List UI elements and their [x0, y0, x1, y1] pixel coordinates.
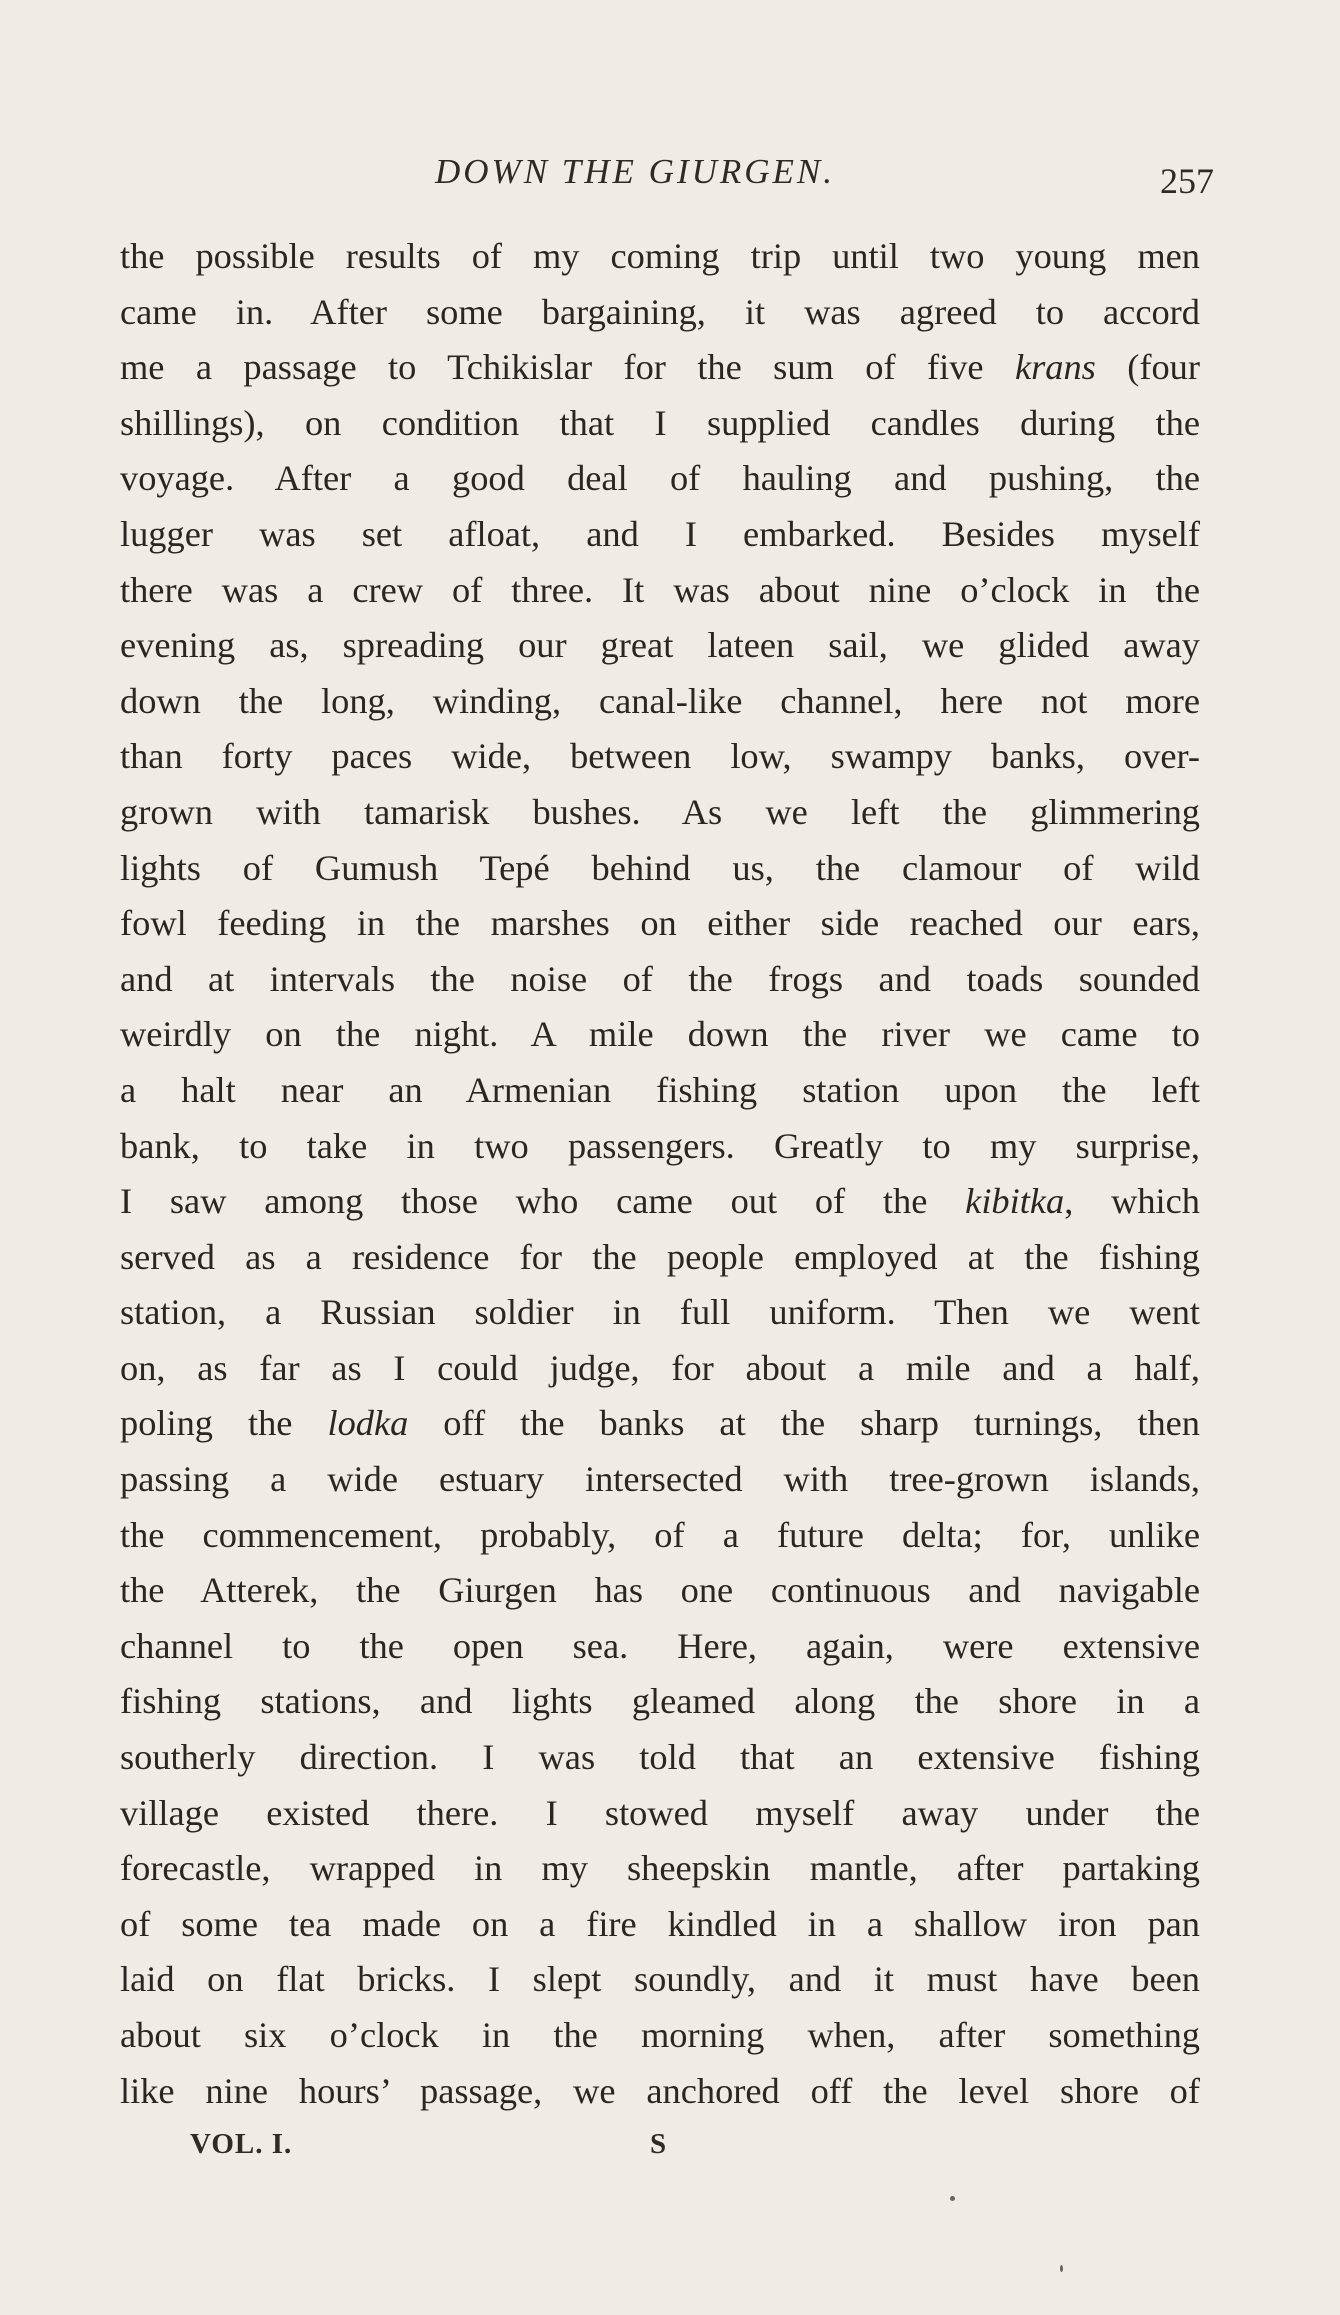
- text-line: [120, 229, 1200, 285]
- text-segment: the Atterek, the Giurgen has one continuous and navigable: [120, 1570, 1200, 1611]
- text-line: [120, 1285, 1200, 1341]
- running-head: [120, 152, 1220, 202]
- text-segment: off the banks at the sharp turnings, then: [408, 1403, 1200, 1444]
- text-segment: like nine hours’ passage, we anchored off the level shore of: [120, 2070, 1200, 2111]
- text-line: [120, 1841, 1200, 1897]
- text-line: [120, 1396, 1200, 1452]
- text-line: [120, 451, 1200, 507]
- text-line: [120, 340, 1200, 396]
- text-segment: lights of Gumush Tepé behind us, the clamour of wild: [120, 847, 1200, 888]
- text-segment: poling the: [120, 1403, 328, 1444]
- text-line: [120, 896, 1200, 952]
- text-line: [120, 1063, 1200, 1119]
- text-line: [120, 1897, 1200, 1953]
- italic-word: kibitka: [965, 1181, 1065, 1222]
- text-segment: me a passage to Tchikislar for the sum of five: [120, 347, 1015, 388]
- paper-speck: [1060, 2265, 1063, 2272]
- text-segment: (four: [1095, 347, 1200, 388]
- text-segment: the possible results of my coming trip until two young men: [120, 236, 1200, 276]
- page-number: 257: [1160, 161, 1214, 201]
- text-segment: voyage. After a good deal of hauling and pushing, the: [120, 458, 1200, 499]
- text-line: [120, 841, 1200, 897]
- italic-word: krans: [1014, 347, 1096, 388]
- text-segment: and at intervals the noise of the frogs and toads sounded: [120, 958, 1200, 999]
- text-segment: channel to the open sea. Here, again, were extensive: [120, 1625, 1200, 1666]
- text-line: [120, 729, 1200, 785]
- text-segment: , which: [1064, 1181, 1200, 1222]
- text-segment: fowl feeding in the marshes on either side reached our ears,: [120, 903, 1200, 944]
- text-line: [120, 1452, 1200, 1508]
- text-segment: southerly direction. I was told that an extensive fishing: [120, 1737, 1200, 1778]
- text-segment: shillings), on condition that I supplied candles during the: [120, 402, 1200, 443]
- text-line: [120, 1674, 1200, 1730]
- text-line: [120, 507, 1200, 563]
- signature-mark: S: [650, 2128, 668, 2160]
- text-line: [120, 1119, 1200, 1175]
- text-segment: on, as far as I could judge, for about a mile and a half,: [120, 1347, 1200, 1388]
- text-segment: lugger was set afloat, and I embarked. Besides myself: [120, 513, 1200, 554]
- text-line: [120, 674, 1200, 730]
- text-segment: evening as, spreading our great lateen sail, we glided away: [120, 625, 1200, 666]
- text-segment: weirdly on the night. A mile down the river we came to: [120, 1014, 1200, 1055]
- text-line: [120, 952, 1200, 1008]
- text-line: [120, 1230, 1200, 1286]
- text-line: [120, 1341, 1200, 1397]
- volume-label: VOL. I.: [190, 2128, 293, 2160]
- text-segment: laid on flat bricks. I slept soundly, and it must have been: [120, 1959, 1200, 2000]
- body-text: [120, 229, 1200, 2119]
- text-line: [120, 396, 1200, 452]
- text-line: [120, 1174, 1200, 1230]
- text-line: [120, 285, 1200, 341]
- text-line: [120, 1786, 1200, 1842]
- running-title: DOWN THE GIURGEN.: [435, 152, 836, 191]
- text-line: [120, 1730, 1200, 1786]
- text-segment: village existed there. I stowed myself away under the: [120, 1792, 1200, 1833]
- text-line: [120, 1952, 1200, 2008]
- paper-speck: [950, 2196, 955, 2201]
- text-segment: passing a wide estuary intersected with tree-grown islands,: [120, 1459, 1200, 1500]
- text-line: [120, 1563, 1200, 1619]
- text-line: [120, 1619, 1200, 1675]
- page-footer: [120, 2128, 1200, 2168]
- text-segment: grown with tamarisk bushes. As we left the glimmering: [120, 791, 1200, 832]
- text-segment: down the long, winding, canal-like channel, here not more: [120, 680, 1200, 721]
- text-line: [120, 1007, 1200, 1063]
- text-segment: station, a Russian soldier in full uniform. Then we went: [120, 1292, 1200, 1333]
- text-segment: forecastle, wrapped in my sheepskin mantle, after partaking: [120, 1848, 1200, 1889]
- text-line: [120, 785, 1200, 841]
- text-segment: I saw among those who came out of the: [120, 1181, 966, 1222]
- text-segment: than forty paces wide, between low, swampy banks, over-: [120, 736, 1200, 777]
- text-line: [120, 1508, 1200, 1564]
- text-segment: of some tea made on a fire kindled in a shallow iron pan: [120, 1903, 1200, 1944]
- italic-word: lodka: [327, 1403, 409, 1444]
- text-line: [120, 2064, 1200, 2120]
- text-segment: fishing stations, and lights gleamed along the shore in a: [120, 1681, 1200, 1722]
- text-segment: came in. After some bargaining, it was agreed to accord: [120, 291, 1200, 332]
- text-line: [120, 2008, 1200, 2064]
- text-segment: about six o’clock in the morning when, after something: [120, 2015, 1200, 2055]
- text-segment: bank, to take in two passengers. Greatly to my surprise,: [120, 1125, 1200, 1166]
- text-segment: served as a residence for the people employed at the fishing: [120, 1236, 1200, 1277]
- text-segment: there was a crew of three. It was about nine o’clock in the: [120, 569, 1200, 610]
- text-segment: a halt near an Armenian fishing station upon the left: [120, 1069, 1200, 1110]
- text-line: [120, 563, 1200, 619]
- text-line: [120, 618, 1200, 674]
- text-segment: the commencement, probably, of a future delta; for, unlike: [120, 1514, 1200, 1555]
